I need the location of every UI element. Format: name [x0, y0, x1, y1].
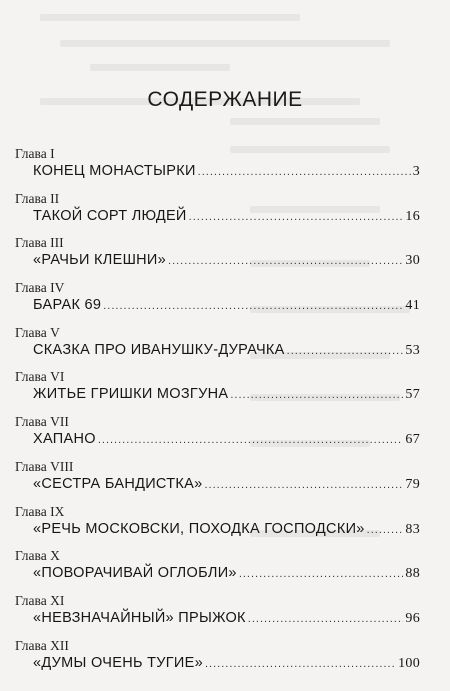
chapter-line: [33, 655, 420, 672]
chapter-number: Глава III: [15, 235, 64, 251]
toc-entry: [0, 369, 450, 414]
chapter-number: Глава VII: [15, 414, 69, 430]
page-number: 96: [405, 610, 420, 626]
chapter-number: Глава IX: [15, 503, 65, 519]
chapter-title: ЖИТЬЕ ГРИШКИ МОЗГУНА: [33, 386, 229, 403]
toc-entry: [0, 638, 450, 683]
dot-leader: [205, 658, 396, 670]
page-number: 67: [405, 432, 420, 448]
chapter-number: Глава V: [15, 324, 60, 340]
page-number: 3: [412, 164, 420, 179]
chapter-line: [33, 431, 420, 448]
chapter-line: [33, 342, 420, 359]
dot-leader: [189, 211, 404, 223]
chapter-title: КОНЕЦ МОНАСТЫРКИ: [33, 163, 196, 179]
chapter-number: Глава IV: [15, 280, 65, 296]
toc-entry: [0, 280, 450, 325]
page-number: 79: [405, 476, 420, 492]
page-number: 88: [405, 566, 420, 582]
chapter-line: [33, 476, 420, 493]
chapter-number: Глава XI: [15, 592, 65, 608]
dot-leader: [98, 434, 404, 446]
chapter-title: «СЕСТРА БАНДИСТКА»: [33, 475, 203, 492]
chapter-title: ХАПАНО: [33, 431, 96, 448]
page-number: 16: [405, 208, 420, 224]
chapter-line: [33, 565, 420, 582]
dot-leader: [367, 524, 404, 536]
toc-entry: [0, 146, 450, 191]
chapter-line: [33, 252, 420, 269]
chapter-title: «ПОВОРАЧИВАЙ ОГЛОБЛИ»: [33, 565, 237, 582]
page-number: 41: [405, 298, 420, 314]
chapter-title: «РАЧЬИ КЛЕШНИ»: [33, 252, 167, 269]
toc-entry: [0, 191, 450, 236]
chapter-title: «ДУМЫ ОЧЕНЬ ТУГИЕ»: [33, 654, 203, 671]
chapter-number: Глава II: [15, 190, 60, 206]
toc-entry: [0, 325, 450, 370]
chapter-number: Глава VI: [15, 369, 65, 385]
chapter-number: Глава X: [15, 548, 60, 564]
chapter-number: Глава VIII: [15, 458, 74, 474]
toc-entry: [0, 593, 450, 638]
dot-leader: [230, 389, 403, 401]
dot-leader: [103, 300, 403, 312]
dot-leader: [239, 568, 404, 580]
chapter-title: «НЕВЗНАЧАЙНЫЙ» ПРЫЖОК: [33, 609, 246, 626]
chapter-line: [33, 297, 420, 314]
toc-entry: [0, 459, 450, 504]
dot-leader: [198, 166, 411, 178]
page-number: 100: [398, 655, 420, 671]
dot-leader: [248, 613, 404, 625]
toc-entry: [0, 548, 450, 593]
chapter-line: [33, 610, 420, 627]
page-number: 53: [405, 342, 420, 358]
chapter-line: [33, 208, 420, 225]
dot-leader: [168, 255, 403, 267]
chapter-title: ТАКОЙ СОРТ ЛЮДЕЙ: [33, 207, 187, 224]
dot-leader: [204, 479, 403, 491]
toc-entry: [0, 504, 450, 549]
chapter-line: [33, 163, 420, 180]
page-number: 57: [405, 387, 420, 403]
dot-leader: [287, 345, 404, 357]
chapter-line: [33, 521, 420, 538]
chapter-number: Глава I: [15, 146, 55, 161]
table-of-contents: [0, 146, 450, 682]
chapter-title: СКАЗКА ПРО ИВАНУШКУ-ДУРАЧКА: [33, 341, 285, 358]
page-number: 30: [405, 253, 420, 269]
toc-entry: [0, 235, 450, 280]
chapter-title: БАРАК 69: [33, 297, 102, 314]
toc-entry: [0, 414, 450, 459]
chapter-number: Глава XII: [15, 637, 69, 653]
page-title: СОДЕРЖАНИЕ: [147, 88, 303, 111]
chapter-line: [33, 386, 420, 403]
page-number: 83: [405, 521, 420, 537]
chapter-title: «РЕЧЬ МОСКОВСКИ, ПОХОДКА ГОСПОДСКИ»: [33, 520, 365, 537]
